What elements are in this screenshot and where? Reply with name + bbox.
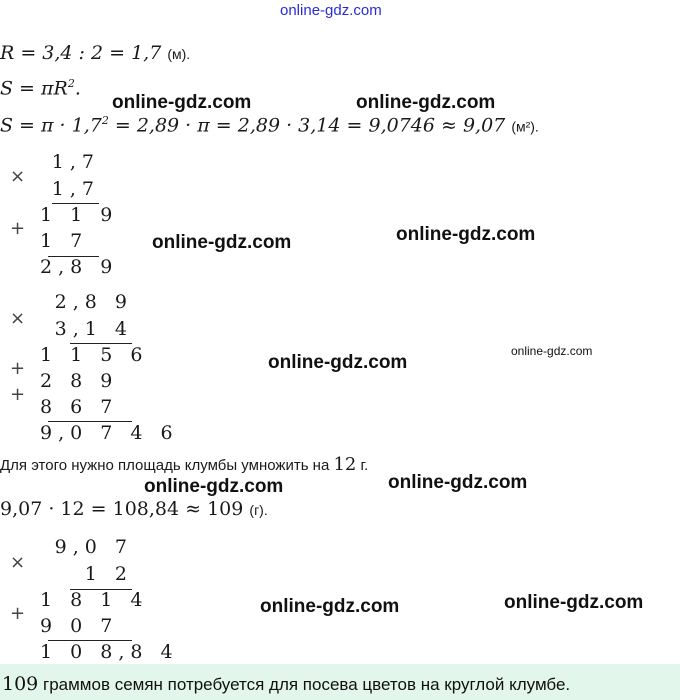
final-answer — [2, 673, 570, 695]
col2-multiplier: 3,1 4 — [54, 318, 133, 340]
area-formula — [0, 77, 81, 99]
area-calc-prefix: S = π · 1,7 — [0, 114, 102, 137]
multiply-instruction — [0, 454, 368, 475]
multiply-instruction-text: Для этого нужно площадь клумбы умножить на — [0, 457, 330, 474]
plus-sign-2: + — [10, 358, 26, 379]
radius-unit: (м). — [167, 46, 191, 62]
plus-sign-1: + — [10, 218, 26, 239]
final-answer-text: граммов семян потребуется для посева цветов на круглой клумбе. — [43, 675, 571, 694]
col1-result: 2,8 9 — [40, 256, 119, 278]
seeds-eq-text: 9,07 · 12 = 108,84 ≈ 109 — [0, 498, 244, 520]
watermark: online-gdz.com — [388, 472, 528, 493]
radius-eq-text: R = 3,4 : 2 = 1,7 — [0, 42, 162, 64]
col3-partial-1: 1 8 1 4 — [40, 589, 149, 611]
times-sign-2: × — [10, 308, 26, 329]
col1-multiplicand: 1,7 — [51, 151, 100, 173]
area-calc-suffix: = 2,89 · π = 2,89 · 3,14 = 9,0746 ≈ 9,07 — [108, 114, 506, 137]
watermark: online-gdz.com — [504, 592, 644, 613]
col2-result: 9,0 7 4 6 — [40, 422, 179, 444]
watermark: online-gdz.com — [260, 596, 400, 617]
watermark: online-gdz.com — [144, 476, 284, 497]
col2-partial-3: 8 6 7 — [40, 396, 119, 418]
col3-multiplier: 1 2 — [84, 563, 133, 585]
multiply-number: 12 — [333, 454, 357, 475]
plus-sign-3: + — [10, 384, 26, 405]
watermark: online-gdz.com — [268, 352, 408, 373]
watermark: online-gdz.com — [356, 92, 496, 113]
watermark-top: online-gdz.com — [280, 2, 382, 19]
area-calculation — [0, 114, 539, 136]
col2-partial-1: 1 1 5 6 — [40, 344, 149, 366]
multiply-unit: г. — [360, 457, 369, 474]
final-answer-number: 109 — [2, 673, 39, 695]
col1-multiplier: 1,7 — [51, 178, 100, 200]
plus-sign-4: + — [10, 603, 26, 624]
col2-multiplicand: 2,8 9 — [54, 291, 133, 313]
area-calc-exp: 2 — [101, 114, 109, 127]
area-formula-suffix: . — [74, 77, 81, 100]
area-formula-prefix: S = πR — [0, 77, 68, 100]
times-sign-1: × — [10, 166, 26, 187]
times-sign-3: × — [10, 552, 26, 573]
watermark: online-gdz.com — [152, 232, 292, 253]
watermark: online-gdz.com — [396, 224, 536, 245]
cut-edge — [0, 28, 680, 34]
col3-multiplicand: 9,0 7 — [54, 536, 133, 558]
seeds-equation — [0, 498, 268, 520]
col2-partial-2: 2 8 9 — [40, 370, 119, 392]
seeds-unit: (г). — [249, 502, 268, 518]
area-formula-exp: 2 — [67, 77, 75, 90]
radius-equation — [0, 42, 190, 64]
col3-result: 1 0 8,8 4 — [40, 641, 179, 663]
watermark-small: online-gdz.com — [511, 344, 593, 358]
col1-partial-1: 1 1 9 — [40, 204, 119, 226]
watermark: online-gdz.com — [112, 92, 252, 113]
col3-partial-2: 9 0 7 — [40, 615, 119, 637]
area-unit: (м²). — [511, 118, 539, 135]
col1-partial-2: 1 7 — [40, 230, 89, 252]
